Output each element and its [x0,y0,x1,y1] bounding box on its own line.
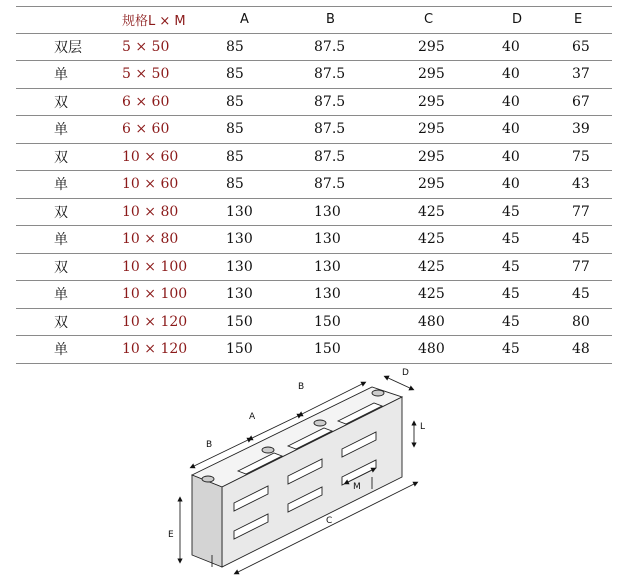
dim-label-l: L [420,422,426,432]
cell-a: 130 [226,226,312,254]
cell-e: 45 [572,281,612,309]
cell-a: 85 [226,88,312,116]
cell-d: 45 [482,281,572,309]
cell-b: 130 [312,253,390,281]
header-e: E [572,7,612,34]
cell-e: 75 [572,143,612,171]
cell-spec: 10 × 100 [114,281,226,309]
header-c: C [390,7,482,34]
cell-spec: 5 × 50 [114,33,226,61]
cell-type: 单 [16,61,114,89]
dim-label-b-left: B [206,440,213,450]
table-row [16,116,612,144]
table-row [16,143,612,171]
cell-e: 77 [572,198,612,226]
cell-spec: 10 × 80 [114,226,226,254]
cell-spec: 6 × 60 [114,116,226,144]
dim-label-d: D [402,368,409,378]
cell-b: 150 [312,336,390,364]
cell-c: 425 [390,198,482,226]
cell-b: 150 [312,308,390,336]
cell-type: 双 [16,308,114,336]
cell-c: 480 [390,336,482,364]
cell-c: 425 [390,226,482,254]
cell-d: 40 [482,143,572,171]
cell-d: 40 [482,88,572,116]
cell-c: 425 [390,281,482,309]
cell-c: 295 [390,171,482,199]
cell-d: 45 [482,226,572,254]
table-row [16,226,612,254]
table-row [16,198,612,226]
table-row [16,308,612,336]
header-d: D [482,7,572,34]
cell-d: 40 [482,116,572,144]
cell-a: 130 [226,281,312,309]
cell-e: 39 [572,116,612,144]
cell-type: 双 [16,253,114,281]
cell-b: 87.5 [312,88,390,116]
header-spec: 规格L × M [114,7,226,34]
cell-d: 45 [482,336,572,364]
cell-type: 单 [16,281,114,309]
dim-label-e: E [168,530,174,540]
cell-a: 85 [226,171,312,199]
cell-type: 双 [16,143,114,171]
header-b: B [312,7,390,34]
table-body [16,33,612,363]
table-row [16,33,612,61]
cell-e: 80 [572,308,612,336]
table-row [16,171,612,199]
cell-d: 45 [482,198,572,226]
cell-a: 130 [226,198,312,226]
cell-b: 87.5 [312,33,390,61]
bracket-diagram [150,355,440,580]
cell-c: 425 [390,253,482,281]
cell-b: 130 [312,226,390,254]
cell-type: 双 [16,198,114,226]
table-row [16,281,612,309]
cell-c: 295 [390,88,482,116]
cell-b: 87.5 [312,171,390,199]
cell-spec: 10 × 60 [114,171,226,199]
cell-type: 单 [16,171,114,199]
cell-e: 77 [572,253,612,281]
cell-spec: 10 × 120 [114,308,226,336]
cell-b: 130 [312,281,390,309]
cell-type: 双 [16,88,114,116]
cell-a: 85 [226,143,312,171]
cell-spec: 10 × 80 [114,198,226,226]
cell-a: 130 [226,253,312,281]
dim-label-a: A [249,412,256,422]
cell-e: 48 [572,336,612,364]
cell-spec: 10 × 120 [114,336,226,364]
cell-b: 87.5 [312,116,390,144]
spec-table [16,6,612,364]
cell-spec: 10 × 100 [114,253,226,281]
cell-e: 43 [572,171,612,199]
cell-d: 45 [482,253,572,281]
cell-a: 85 [226,61,312,89]
dim-label-c: C [326,516,333,526]
cell-type: 单 [16,336,114,364]
table-header-row [16,7,612,34]
cell-d: 40 [482,61,572,89]
cell-c: 480 [390,308,482,336]
cell-spec: 10 × 60 [114,143,226,171]
cell-type: 单 [16,116,114,144]
spec-table-container [16,6,612,364]
cell-type: 双层 [16,33,114,61]
cell-d: 40 [482,33,572,61]
cell-a: 150 [226,308,312,336]
table-row [16,253,612,281]
cell-e: 45 [572,226,612,254]
cell-e: 65 [572,33,612,61]
dim-label-b-top: B [298,382,305,392]
cell-spec: 6 × 60 [114,88,226,116]
dim-label-m: M [353,482,361,492]
cell-c: 295 [390,116,482,144]
cell-d: 40 [482,171,572,199]
bracket-drawing [180,377,416,573]
table-row [16,61,612,89]
cell-a: 150 [226,336,312,364]
cell-type: 单 [16,226,114,254]
cell-spec: 5 × 50 [114,61,226,89]
cell-e: 37 [572,61,612,89]
cell-d: 45 [482,308,572,336]
cell-b: 87.5 [312,143,390,171]
cell-c: 295 [390,143,482,171]
cell-e: 67 [572,88,612,116]
cell-b: 130 [312,198,390,226]
header-a: A [226,7,312,34]
cell-c: 295 [390,33,482,61]
cell-b: 87.5 [312,61,390,89]
cell-a: 85 [226,116,312,144]
header-type [16,7,114,34]
cell-c: 295 [390,61,482,89]
table-row [16,88,612,116]
cell-a: 85 [226,33,312,61]
